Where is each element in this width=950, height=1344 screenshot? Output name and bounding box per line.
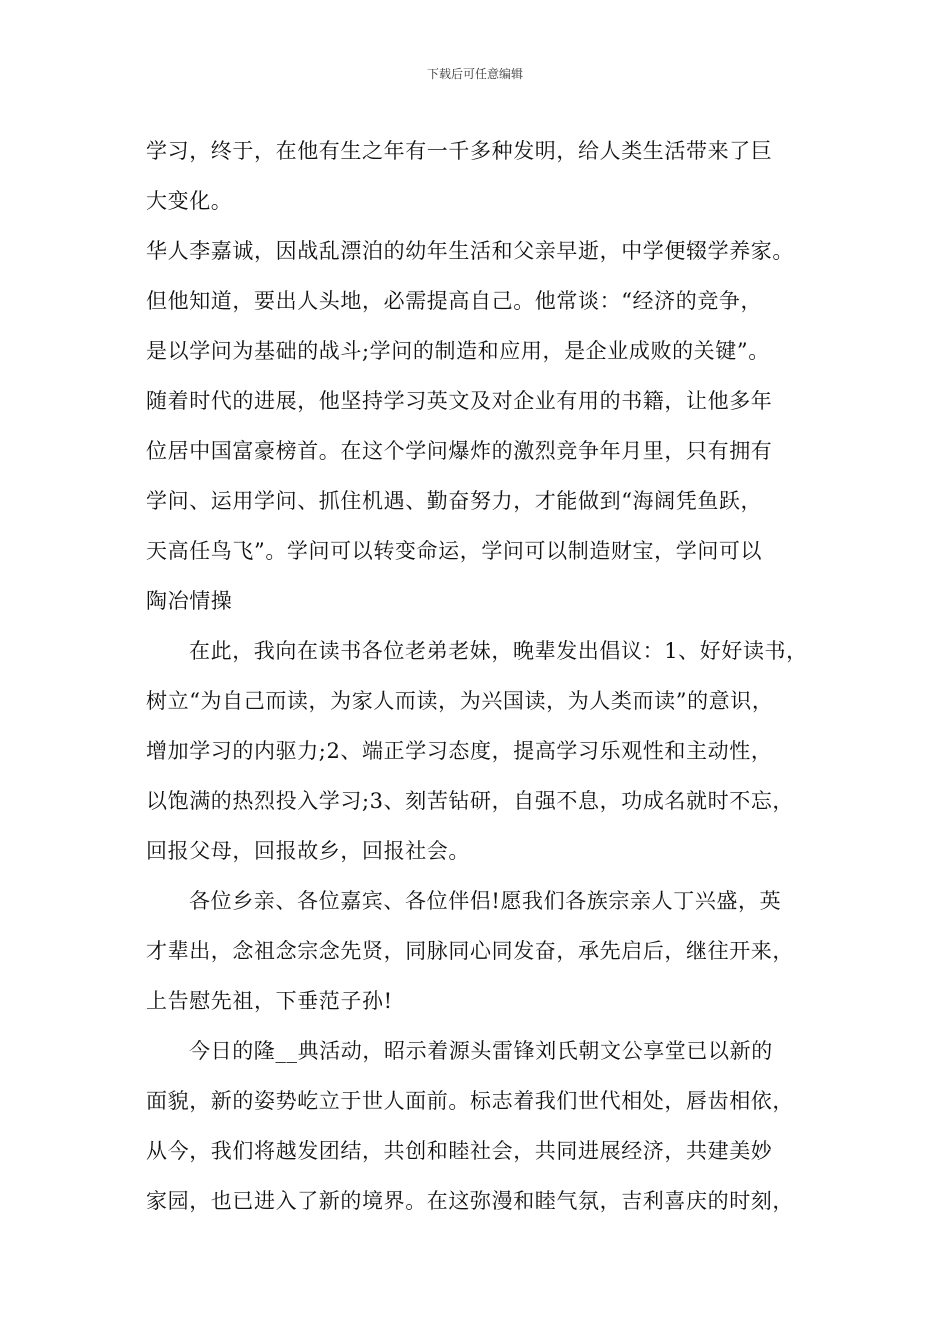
paragraph — [146, 876, 826, 1026]
text-line: 从今，我们将越发团结，共创和睦社会，共同进展经济，共建美妙 — [146, 1139, 773, 1163]
paragraph — [146, 126, 826, 226]
text-line: 面貌，新的姿势屹立于世人面前。标志着我们世代相处，唇齿相依， — [146, 1089, 794, 1113]
text-line: 位居中国富豪榜首。在这个学问爆炸的激烈竞争年月里，只有拥有 — [146, 439, 773, 463]
text-line: 大变化。 — [146, 189, 233, 213]
text-line: 家园，也已进入了新的境界。在这弥漫和睦气氛，吉利喜庆的时刻， — [146, 1189, 794, 1213]
text-line: 天高任鸟飞”。学问可以转变命运，学问可以制造财宝，学问可以 — [146, 539, 763, 563]
text-line: 今日的隆__典活动，昭示着源头雷锋刘氏朝文公享堂已以新的 — [189, 1039, 773, 1063]
text-line: 回报父母，回报故乡，回报社会。 — [146, 839, 470, 863]
text-line: 学习，终于，在他有生之年有一千多种发明，给人类生活带来了巨 — [146, 139, 773, 163]
text-line: 树立“为自己而读，为家人而读，为兴国读，为人类而读”的意识， — [146, 689, 774, 713]
document-body — [146, 126, 826, 1226]
paragraph — [146, 226, 826, 626]
text-line: 才辈出，念祖念宗念先贤，同脉同心同发奋，承先启后，继往开来， — [146, 939, 794, 963]
paragraph — [146, 626, 826, 876]
text-line: 各位乡亲、各位嘉宾、各位伴侣!愿我们各族宗亲人丁兴盛，英 — [189, 889, 782, 913]
text-line: 陶冶情操 — [146, 589, 233, 613]
text-line: 华人李嘉诚，因战乱漂泊的幼年生活和父亲早逝，中学便辍学养家。 — [146, 239, 794, 263]
paragraph — [146, 1026, 826, 1226]
text-line: 在此，我向在读书各位老弟老妹，晚辈发出倡议：1、好好读书， — [189, 639, 808, 663]
text-line: 学问、运用学问、抓住机遇、勤奋努力，才能做到“海阔凭鱼跃， — [146, 489, 763, 513]
text-line: 上告慰先祖，下垂范子孙! — [146, 989, 393, 1013]
text-line: 随着时代的进展，他坚持学习英文及对企业有用的书籍，让他多年 — [146, 389, 773, 413]
text-line: 增加学习的内驱力;2、端正学习态度，提高学习乐观性和主动性， — [146, 739, 773, 763]
text-line: 以饱满的热烈投入学习;3、刻苦钻研，自强不息，功成名就时不忘， — [146, 789, 795, 813]
text-line: 是以学问为基础的战斗;学问的制造和应用，是企业成败的关键”。 — [146, 339, 770, 363]
page-header: 下载后可任意编辑 — [426, 67, 523, 81]
text-line: 但他知道，要出人头地，必需提高自己。他常谈：“经济的竞争， — [146, 289, 763, 313]
